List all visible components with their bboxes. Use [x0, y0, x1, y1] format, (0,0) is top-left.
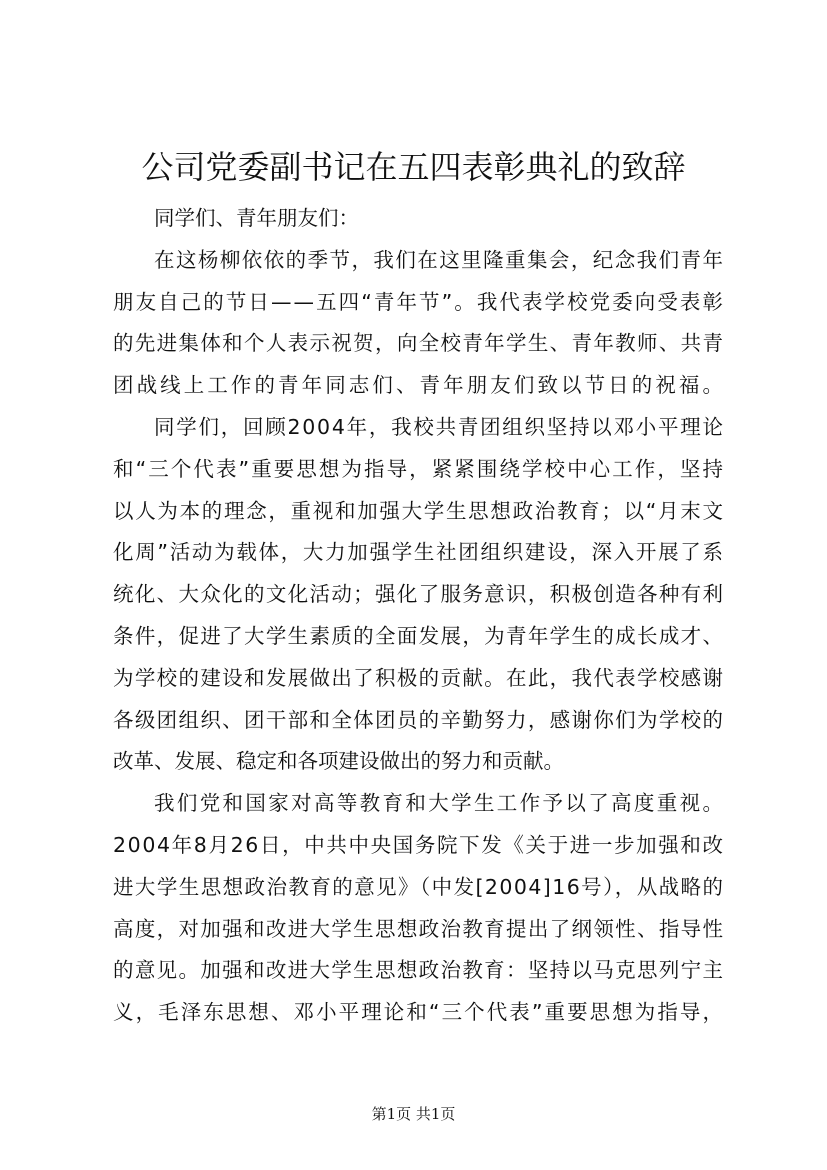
text-line: 各级团组织、团干部和全体团员的辛勤努力，感谢你们为学校的: [113, 707, 725, 732]
text-line: 朋友自己的节日——五四“青年节”。我代表学校党委向受表彰: [113, 289, 726, 314]
text-line: 统化、大众化的文化活动；强化了服务意识，积极创造各种有利: [113, 582, 725, 607]
text-line: 和“三个代表”重要思想为指导，紧紧围绕学校中心工作，坚持: [113, 456, 726, 481]
text-line: 进大学生思想政治教育的意见》（中发[2004]16号），从战略的: [113, 874, 725, 899]
text-line: 同学们、青年朋友们：: [154, 206, 359, 230]
text-line: 改革、发展、稳定和各项建设做出的努力和贡献。: [113, 749, 564, 774]
text-line: 条件，促进了大学生素质的全面发展，为青年学生的成长成才、: [113, 623, 725, 648]
text-line: 2004年8月26日，中共中央国务院下发《关于进一步加强和改: [113, 832, 725, 857]
text-line: 在这杨柳依依的季节，我们在这里隆重集会，纪念我们青年: [154, 247, 725, 272]
document-body: [113, 198, 727, 1034]
text-line: 团战线上工作的青年同志们、青年朋友们致以节日的祝福。: [113, 373, 727, 398]
text-line: 的先进集体和个人表示祝贺，向全校青年学生、青年教师、共青: [113, 331, 725, 356]
text-line: 义，毛泽东思想、邓小平理论和“三个代表”重要思想为指导，: [113, 1000, 726, 1025]
text-line: 我们党和国家对高等教育和大学生工作予以了高度重视。: [154, 791, 726, 816]
document-title: 公司党委副书记在五四表彰典礼的致辞: [141, 148, 686, 186]
text-line: 以人为本的理念，重视和加强大学生思想政治教育；以“月末文: [113, 498, 725, 523]
text-line: 为学校的建设和发展做出了积极的贡献。在此，我代表学校感谢: [113, 665, 725, 690]
text-line: 同学们，回顾2004年，我校共青团组织坚持以邓小平理论: [154, 414, 725, 439]
text-line: 高度，对加强和改进大学生思想政治教育提出了纲领性、指导性: [113, 916, 725, 941]
text-line: 化周”活动为载体，大力加强学生社团组织建设，深入开展了系: [113, 540, 725, 565]
page-footer: 第1页 共1页: [371, 1105, 456, 1123]
text-line: 的意见。加强和改进大学生思想政治教育：坚持以马克思列宁主: [113, 958, 725, 983]
